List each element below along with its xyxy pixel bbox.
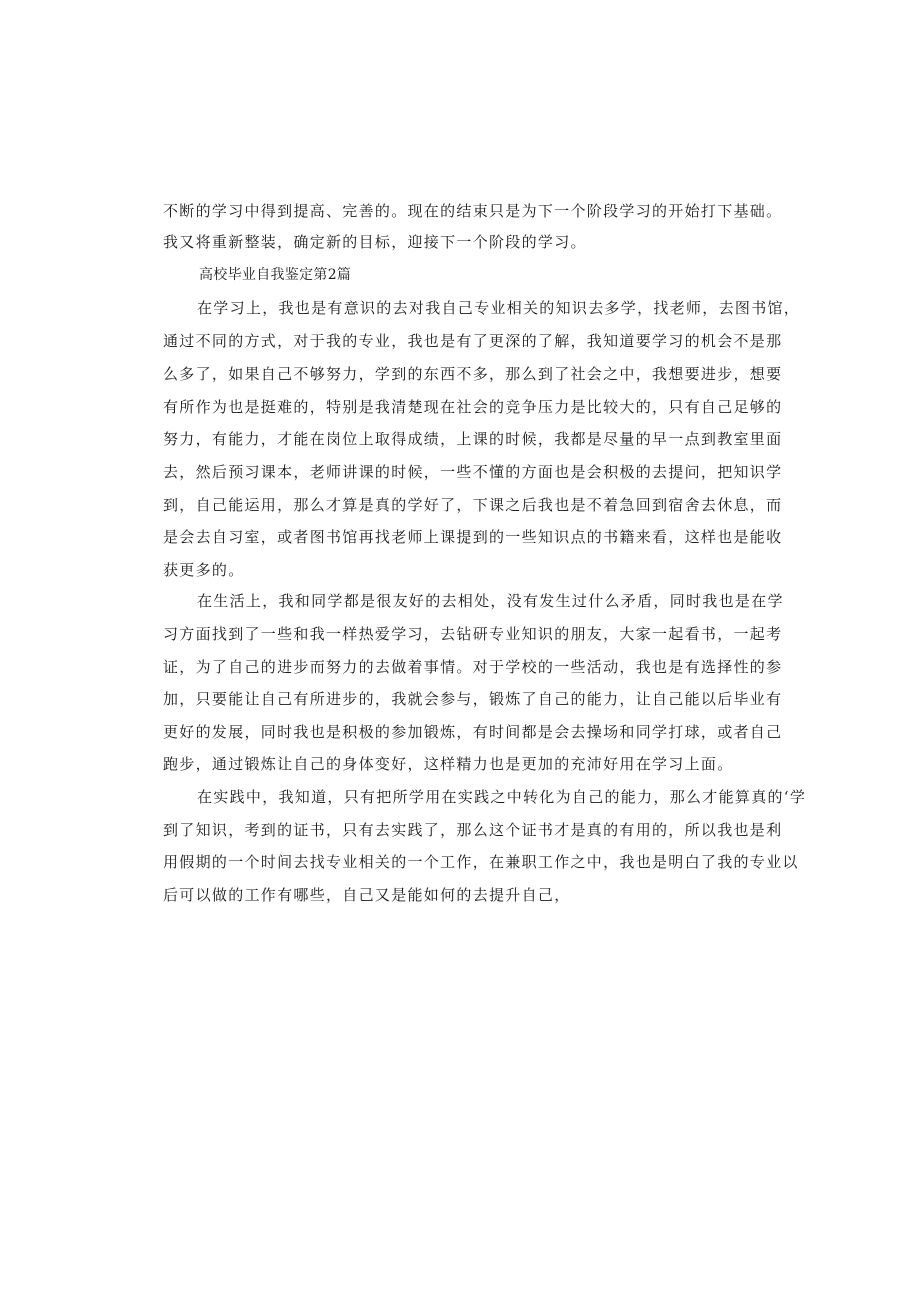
text-line: 习方面找到了一些和我一样热爱学习，去钻研专业知识的朋友，大家一起看书，一起考 (163, 625, 783, 643)
text-line: 努力，有能力，才能在岗位上取得成绩，上课的时候，我都是尽量的早一点到教室里面 (163, 430, 783, 448)
text-line: 到，自己能运用，那么才算是真的学好了，下课之后我也是不着急回到宿舍去休息，而 (163, 496, 783, 514)
text-line: 我又将重新整装，确定新的目标，迎接下一个阶段的学习。 (163, 233, 587, 251)
text-line: 不断的学习中得到提高、完善的。现在的结束只是为下一个阶段学习的开始打下基础。 (163, 202, 783, 220)
text-line: 么多了，如果自己不够努力，学到的东西不多，那么到了社会之中，我想要进步，想要 (163, 365, 783, 383)
text-line: 是会去自习室，或者图书馆再找老师上课提到的一些知识点的书籍来看，这样也是能收 (163, 528, 783, 546)
section-heading: 高校毕业自我鉴定第2篇 (199, 267, 352, 283)
text-line: 用假期的一个时间去找专业相关的一个工作，在兼职工作之中，我也是明白了我的专业以 (163, 853, 799, 871)
text-line: 到了知识，考到的证书，只有去实践了，那么这个证书才是真的有用的，所以我也是利 (163, 821, 783, 839)
text-line: 更好的发展，同时我也是积极的参加锻炼，有时间都是会去操场和同学打球，或者自己 (163, 723, 783, 741)
text-line: 通过不同的方式，对于我的专业，我也是有了更深的了解，我知道要学习的机会不是那 (163, 332, 783, 350)
text-line: 在实践中，我知道，只有把所学用在实践之中转化为自己的能力，那么才能算真的‘学 (197, 788, 807, 806)
text-line: 去，然后预习课本，老师讲课的时候，一些不懂的方面也是会积极的去提问，把知识学 (163, 463, 783, 481)
text-line: 在学习上，我也是有意识的去对我自己专业相关的知识去多学，找老师，去图书馆， (197, 299, 801, 317)
text-line: 后可以做的工作有哪些，自己又是能如何的去提升自己， (163, 886, 571, 904)
text-line: 获更多的。 (163, 561, 245, 579)
text-line: 加，只要能让自己有所进步的，我就会参与，锻炼了自己的能力，让自己能以后毕业有 (163, 690, 783, 708)
text-line: 在生活上，我和同学都是很友好的去相处，没有发生过什么矛盾，同时我也是在学 (197, 592, 784, 610)
text-line: 有所作为也是挺难的，特别是我清楚现在社会的竞争压力是比较大的，只有自己足够的 (163, 398, 783, 416)
text-line: 证，为了自己的进步而努力的去做着事情。对于学校的一些活动，我也是有选择性的参 (163, 658, 783, 676)
text-line: 跑步，通过锻炼让自己的身体变好，这样精力也是更加的充沛好用在学习上面。 (163, 755, 734, 773)
